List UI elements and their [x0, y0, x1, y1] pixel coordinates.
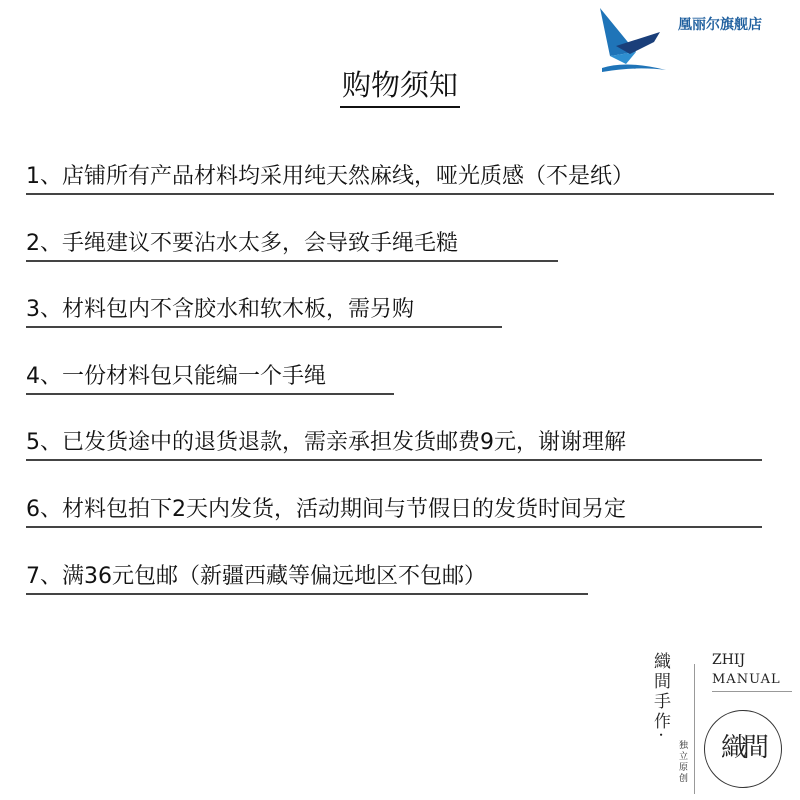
rule-item-6: 6、材料包拍下2天内发货，活动期间与节假日的发货时间另定 [26, 497, 626, 522]
stamp-vertical-name: 織間手作· [650, 652, 670, 741]
rule-underline-1 [26, 193, 774, 195]
rule-underline-4 [26, 393, 394, 395]
stamp-vertical-sub: 独立原创 [677, 740, 687, 784]
rule-item-4: 4、一份材料包只能编一个手绳 [26, 364, 326, 389]
rule-item-7: 7、满36元包邮（新疆西藏等偏远地区不包邮） [26, 564, 486, 589]
sailboat-logo-icon [596, 6, 668, 74]
rule-item-2: 2、手绳建议不要沾水太多，会导致手绳毛糙 [26, 231, 458, 256]
rule-underline-6 [26, 526, 762, 528]
stamp-english-top: ZHIJ [712, 652, 746, 668]
rule-underline-5 [26, 459, 762, 461]
page-title: 购物须知 [340, 68, 460, 108]
stamp-rule [712, 691, 792, 692]
brand-stamp [646, 648, 794, 796]
rule-item-3: 3、材料包内不含胶水和软木板，需另购 [26, 297, 414, 322]
rule-underline-3 [26, 326, 502, 328]
rule-underline-2 [26, 260, 558, 262]
stamp-english-bottom: MANUAL [712, 672, 781, 687]
rule-item-1: 1、店铺所有产品材料均采用纯天然麻线，哑光质感（不是纸） [26, 164, 634, 189]
page-title-wrapper [0, 68, 800, 108]
rule-item-5: 5、已发货途中的退货退款，需亲承担发货邮费9元，谢谢理解 [26, 430, 626, 455]
store-name: 凰丽尔旗舰店 [678, 17, 762, 33]
rule-underline-7 [26, 593, 588, 595]
stamp-divider [694, 664, 695, 794]
stamp-big-char: 織間 [720, 733, 765, 763]
